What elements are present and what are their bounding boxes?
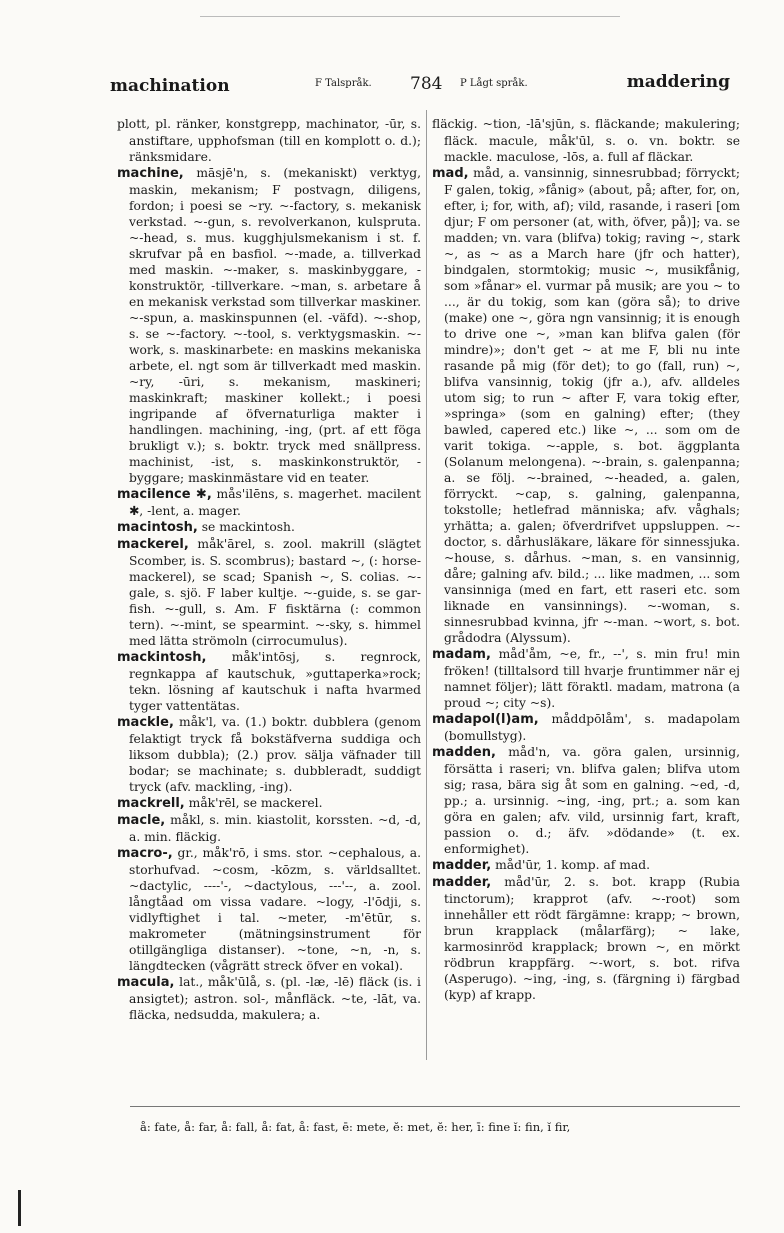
headword: mackintosh, [117,650,207,665]
headword: madder, [432,875,492,890]
page-number: 784 [410,74,443,94]
entry-text: måk'ārel, s. zool. makrill (slägtet Scomber, is. S. scombrus); bastard ~, (: horse-mackerel), se scad; Spanish ~, S. colias. ~-gale, s. sjö. F laber kultje. ~-guide, s. se gar-fish. ~-gull, s. Am. F fisktärna (: common tern). ~-mint, se spearmint. ~-sky, s. himmel med lätta strömoln (cirrocumulus). [129,537,421,648]
page-header [110,72,730,100]
headword: macintosh, [117,520,198,535]
entry-text: måk'intōsj, s. regnrock, regnkappa af kautschuk, »guttaperka»rock; tekn. lösning af kautschuk i nafta hvarmed tyger vattentätas. [129,650,421,713]
dictionary-entry [117,795,421,812]
left-column [117,116,421,1076]
dictionary-entry [117,974,421,1023]
dictionary-entry [117,812,421,845]
top-rule [200,16,620,17]
column-divider [426,110,427,1060]
margin-mark [18,1190,21,1226]
headword: mad, [432,166,469,181]
entry-text: måk'l, va. (1.) boktr. dubblera (genom felaktigt tryck få bokstäfverna suddiga och liksom dubbla); (2.) prov. sälja väfnader till bodar; se machinate; s. dubbleradt, suddigt tryck (afv. mackling, -ing). [129,715,421,794]
pronunciation-key: å: fate, å: far, å: fall, å: fat, å: fast, ē: mete, ĕ: met, ĕ: her, ī: fine ĭ: fin, ĭ fir, [140,1120,571,1134]
dictionary-entry [432,857,740,874]
dictionary-entry [117,519,421,536]
dictionary-entry [432,116,740,165]
right-marker: P Lågt språk. [460,78,528,89]
dictionary-entry [117,165,421,486]
dictionary-entry [117,536,421,649]
entry-text: måd'ūr, 1. komp. af mad. [491,858,651,872]
dictionary-entry [432,646,740,711]
dictionary-entry [117,116,421,165]
dictionary-entry [432,744,740,857]
headword: madam, [432,647,491,662]
entry-text: måk'rēl, se mackerel. [184,796,323,810]
headword: macle, [117,813,166,828]
headword: madden, [432,745,496,760]
entry-text: māsjē'n, s. (mekaniskt) verktyg, maskin, mekanism; F postvagn, diligens, fordon; i poesi se ~ry. ~-factory, s. mekanisk verkstad. ~-gun, s. revolverkanon, kulspruta. ~-head, s. mus. kugghjulsmekanism i st. f. skrufvar på en basfiol. ~-made, a. tillverkad med maskin. ~-maker, s. maskinbyggare, -konstruktör, -tillverkare. ~man, s. arbetare å en mekanisk verkstad som tillverkar maskiner. ~-spun, a. maskinspunnen (el. -väfd). ~-shop, s. se ~-factory. ~-tool, s. verktygsmaskin. ~-work, s. maskinarbete: en maskins mekaniska arbete, el. ngt som är tillverkadt med maskin. ~ry, -ūri, s. mekanism, maskineri; maskinkraft; maskiner kollekt.; i poesi ingripande af öfvernaturliga makter i handlingen. machining, -ing, (prt. af ett föga brukligt v.); s. boktr. tryck med snällpress. machinist, -ist, s. maskinkonstruktör, -byggare; maskinmästare vid en teater. [129,166,421,485]
headword: mackrell, [117,796,185,811]
right-column [432,116,740,1076]
headword: madapol(l)am, [432,712,539,727]
left-guide-word: machination [110,76,230,96]
entry-text: måkl, s. min. kiastolit, korssten. ~d, -d, a. min. fläckig. [129,813,421,844]
dictionary-entry [432,711,740,744]
headword: mackerel, [117,537,189,552]
entry-text: måd'ūr, 2. s. bot. krapp (Rubia tinctorum); krapprot (afv. ~-root) som innehåller ett rödt färgämne: krapp; ~ brown, brun krapplack (målarfärg); ~ lake, karmosinröd krapplack; brown ~, en mörkt rödbrun krappfärg. ~-wort, s. bot. rifva (Asperugo). ~ing, -ing, s. (färgning i) färgbad (kyp) af krapp. [444,875,740,1002]
entry-text: se mackintosh. [197,520,295,534]
dictionary-entry [117,486,421,519]
dictionary-entry [432,874,740,1003]
entry-text: fläckig. ~tion, -lā'sjūn, s. fläckande; makulering; fläck. macule, måk'ūl, s. o. vn. boktr. se mackle. maculose, -lōs, a. full af fläckar. [432,117,740,164]
entry-text: gr., måk'rō, i sms. stor. ~cephalous, a. storhufvad. ~cosm, -kōzm, s. världsalltet. ~dactylic, ----'-, ~dactylous, ---'--, a. zool. långtåad om vissa vadare. ~logy, -l'ōdji, s. vidlyftighet i tal. ~meter, -m'ētūr, s. makrometer (mätningsinstrument för otillgängliga distanser). ~tone, ~n, -n, s. längdtecken (vågrätt streck öfver en vokal). [129,846,421,973]
headword: machine, [117,166,184,181]
entry-text: mås'ilēns, s. magerhet. macilent ✱, -lent, a. mager. [129,487,421,518]
left-marker: F Talspråk. [315,78,372,89]
entry-text: lat., måk'ūlå, s. (pl. -læ, -lē) fläck (is. i ansigtet); astron. sol-, månfläck. ~te, -lāt, va. fläcka, nedsudda, makulera; a. [129,975,421,1022]
entry-text: måddpōlåm', s. madapolam (bomullstyg). [444,712,740,743]
entry-text: plott, pl. ränker, konstgrepp, machinator, -ūr, s. anstiftare, upphofsman (till en komplott o. d.); ränksmidare. [117,117,421,164]
entry-text: måd, a. vansinnig, sinnesrubbad; förryckt; F galen, tokig, »fånig» (about, på; after, for, on, efter, i; for, with, af); vild, rasande, i raseri [om djur; F om personer (at, with, öfver, på)]; va. se madden; vn. vara (blifva) tokig; raving ~, stark ~, as ~ as a March hare (jfr och hatter), bindgalen, stormtokig; music ~, musikfånig, som »fånar» el. vurmar på musik; are you ~ to ..., är du tokig, som kan (göra så); to drive (make) one ~, göra ngn vansinnig; it is enough to drive one ~, »man kan blifva galen (för mindre)»; don't get ~ at me F, bli nu inte rasande på mig (för det); to go (fall, run) ~, blifva vansinnig, tokig (jfr a.), afv. alldeles utom sig; to run ~ after F, vara tokig efter, »springa» (som en galning) efter; (they bawled, capered etc.) like ~, ... som om de varit tokiga. ~-apple, s. bot. äggplanta (Solanum melongena). ~-brain, s. galenpanna; a. se följ. ~-brained, ~-headed, a. galen, förryckt. ~cap, s. galning, galenpanna, tokstolle; hetlefrad människa; afv. våghals; yrhätta; a. galen; öfverdrifvet uppsluppen. ~-doctor, s. dårhusläkare, läkare för sinnessjuka. ~house, s. dårhus. ~man, s. en vansinnig, dåre; galning afv. bild.; ... like madmen, ... som vansinniga (med en fart, ett raseri etc. som liknade en vansinnings). ~-woman, s. sinnesrubbad kvinna, jfr ~-man. ~wort, s. bot. grådodra (Alyssum). [444,166,740,645]
headword: macula, [117,975,175,990]
right-guide-word: maddering [626,72,730,92]
entry-text: måd'åm, ~e, fr., --', s. min fru! min fröken! (tilltalsord till hvarje fruntimmer när ej namnet följer); lätt föraktl. madam, matrona (a proud ~; city ~s). [444,647,740,710]
headword: macro-, [117,846,173,861]
dictionary-entry [117,845,421,974]
headword: madder, [432,858,492,873]
dictionary-entry [117,649,421,714]
entry-text: måd'n, va. göra galen, ursinnig, försätta i raseri; vn. blifva galen; blifva utom sig; rasa, bära sig åt som en galning. ~ed, -d, pp.; a. ursinnig. ~ing, -ing, prt.; a. som kan göra en galen; afv. vild, ursinnig fart, kraft, passion o. d.; äfv. »dödande» (t. ex. enformighet). [444,745,740,856]
dictionary-entry [432,165,740,646]
footer-rule [130,1106,740,1107]
headword: macilence ✱, [117,487,212,502]
dictionary-entry [117,714,421,795]
headword: mackle, [117,715,174,730]
